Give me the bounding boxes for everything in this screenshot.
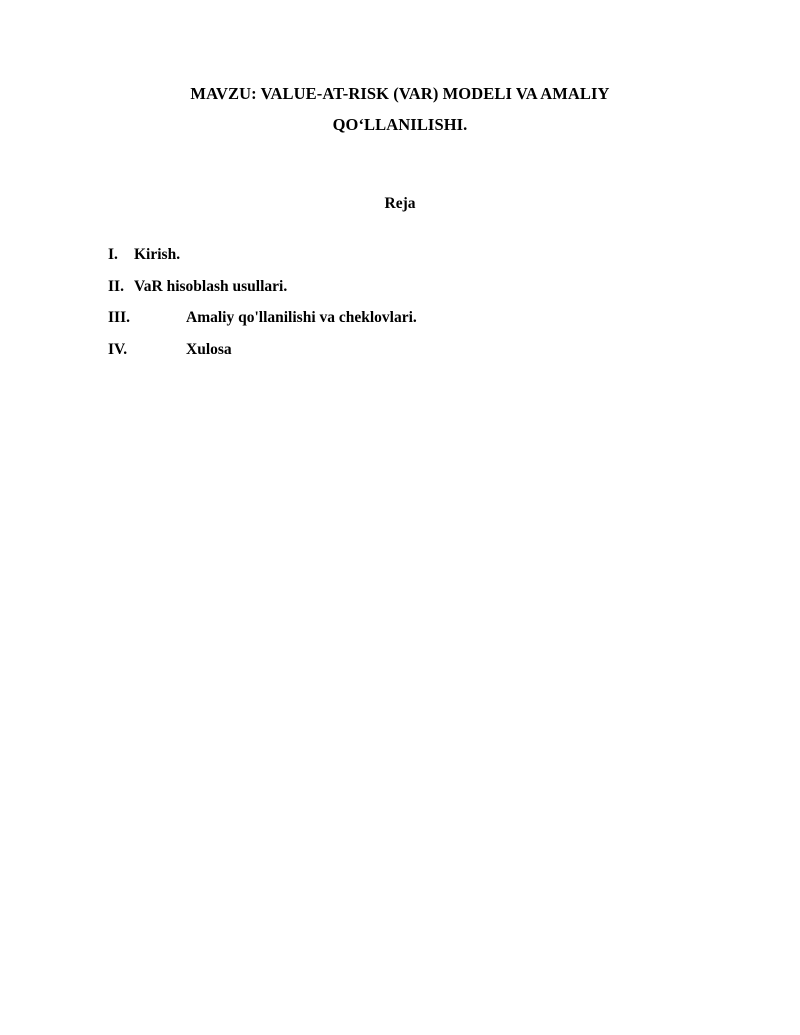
toc-numeral: III. [108,309,130,326]
title-spacer [108,140,692,194]
toc-label: Kirish. [134,246,181,263]
page-title-line-2: QO‘LLANILISHI. [332,115,468,134]
toc-label: VaR hisoblash usullari. [134,277,288,295]
plan-heading: Reja [384,195,416,212]
page-title-line-1: MAVZU: VALUE-AT-RISK (VAR) MODELI VA AMALIY [190,84,610,103]
plan-spacer [108,214,692,239]
toc-label: Xulosa [186,340,232,358]
toc-numeral: II. [108,277,124,295]
list-item [108,239,692,271]
list-item [108,271,692,303]
toc-numeral: I. [108,246,118,263]
toc-label: Amaliy qo'llanilishi va cheklovlari. [186,309,417,326]
list-item [108,334,692,366]
list-item [108,302,692,334]
toc-numeral: IV. [108,340,128,358]
page-title [108,78,692,140]
table-of-contents [108,239,692,365]
